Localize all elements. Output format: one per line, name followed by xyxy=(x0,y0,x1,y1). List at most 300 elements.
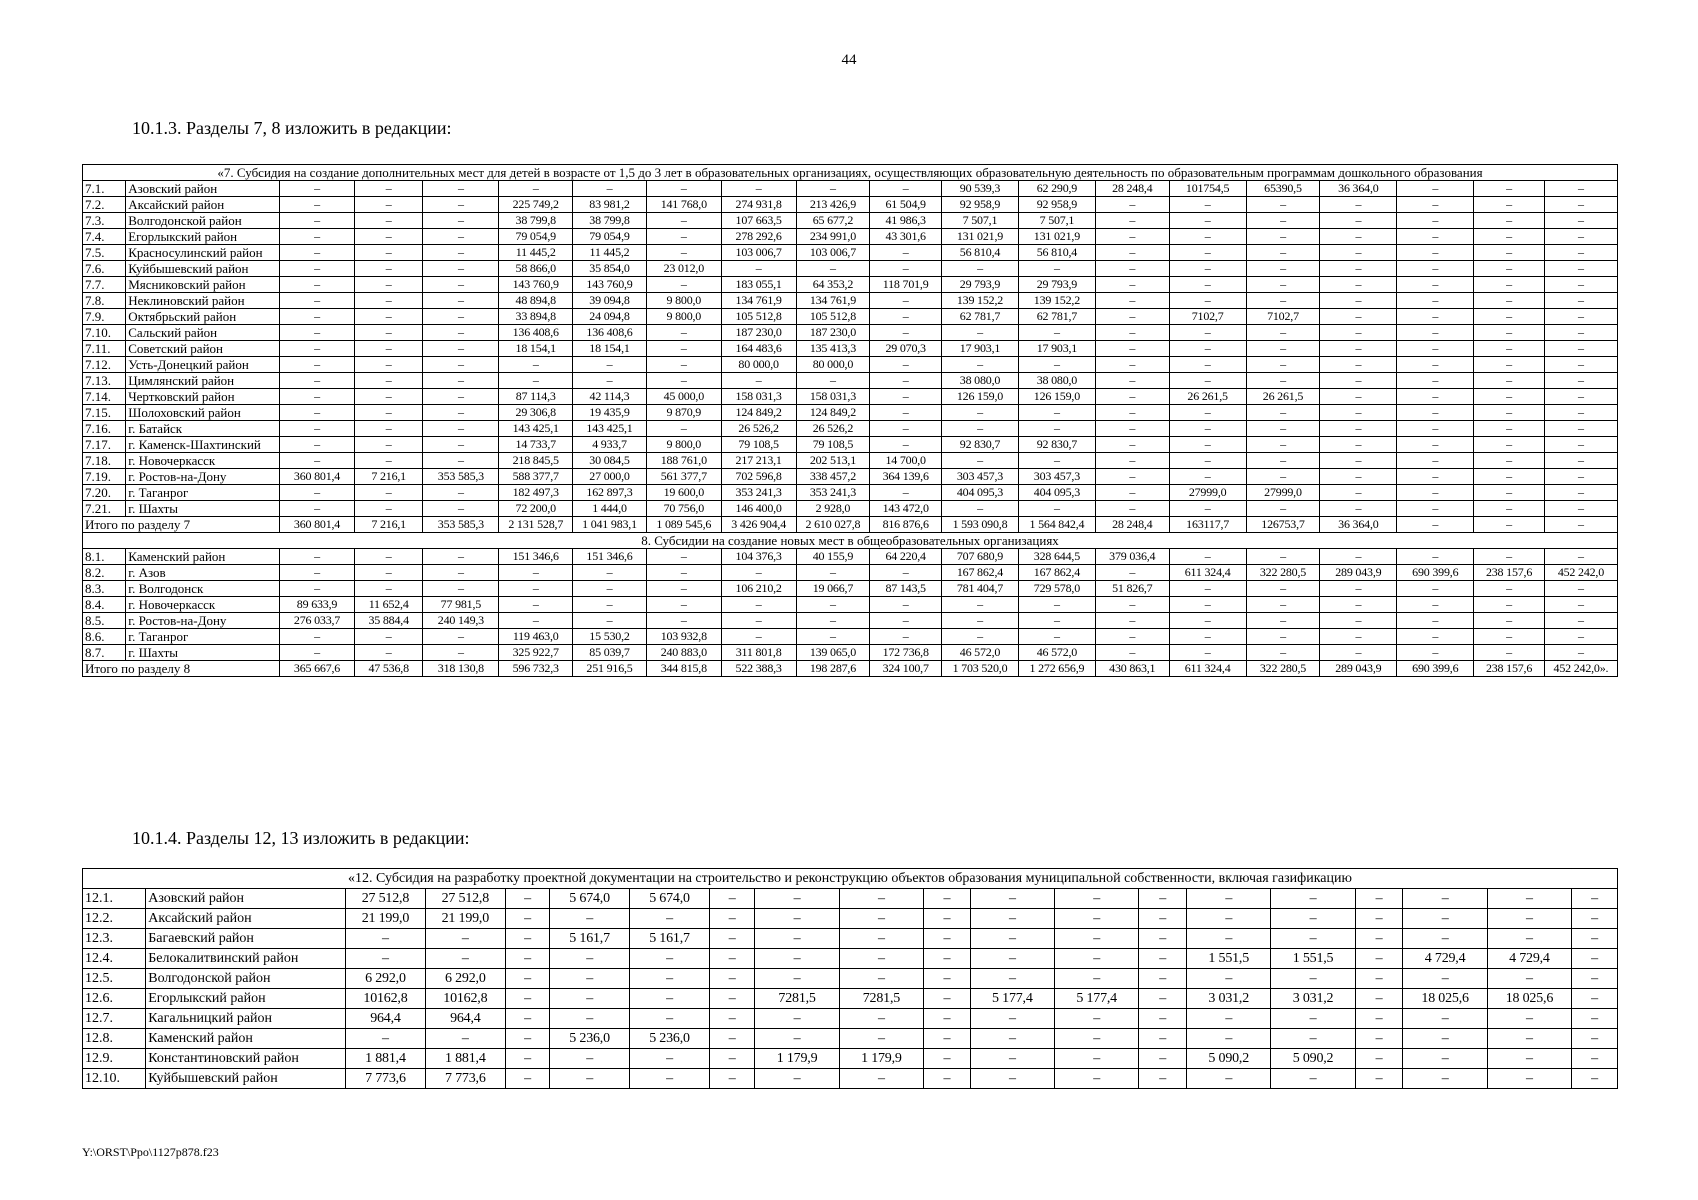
amount-cell: – xyxy=(1403,1049,1487,1069)
amount-cell: – xyxy=(1544,485,1617,501)
amount-cell: 188 761,0 xyxy=(646,453,721,469)
file-path-footer: Y:\ORST\Ppo\1127p878.f23 xyxy=(82,1145,219,1159)
total-amount: 1 593 090,8 xyxy=(942,517,1019,533)
amount-cell: 240 149,3 xyxy=(423,613,499,629)
amount-cell: 139 065,0 xyxy=(796,645,870,661)
amount-cell: – xyxy=(1246,549,1320,565)
amount-cell: 322 280,5 xyxy=(1246,565,1320,581)
amount-cell: – xyxy=(1544,309,1617,325)
amount-cell: – xyxy=(423,629,499,645)
amount-cell: 38 080,0 xyxy=(942,373,1019,389)
amount-cell: – xyxy=(1320,245,1397,261)
amount-cell: – xyxy=(646,245,721,261)
amount-cell: – xyxy=(839,1029,923,1049)
amount-cell: 79 108,5 xyxy=(721,437,796,453)
amount-cell: 58 866,0 xyxy=(499,261,573,277)
amount-cell: – xyxy=(1572,1009,1618,1029)
amount-cell: – xyxy=(942,453,1019,469)
amount-cell: 1 881,4 xyxy=(346,1049,426,1069)
amount-cell: – xyxy=(1055,1069,1139,1089)
municipality-name: Октябрьский район xyxy=(126,309,280,325)
amount-cell: 19 435,9 xyxy=(573,405,647,421)
municipality-name: г. Новочеркасск xyxy=(126,597,280,613)
amount-cell: – xyxy=(354,309,423,325)
amount-cell: 29 070,3 xyxy=(870,341,942,357)
amount-cell: – xyxy=(1572,909,1618,929)
municipality-name: г. Каменск-Шахтинский xyxy=(126,437,280,453)
amount-cell: 781 404,7 xyxy=(942,581,1019,597)
amount-cell: 30 084,5 xyxy=(573,453,647,469)
amount-cell: – xyxy=(1246,261,1320,277)
amount-cell: – xyxy=(1474,405,1545,421)
amount-cell: – xyxy=(942,613,1019,629)
amount-cell: 7281,5 xyxy=(839,989,923,1009)
amount-cell: – xyxy=(924,969,971,989)
amount-cell: 690 399,6 xyxy=(1397,565,1474,581)
total-amount: 28 248,4 xyxy=(1095,517,1169,533)
amount-cell: – xyxy=(280,197,355,213)
amount-cell: 5 236,0 xyxy=(550,1029,630,1049)
amount-cell: – xyxy=(1544,389,1617,405)
amount-cell: – xyxy=(1397,277,1474,293)
amount-cell: 139 152,2 xyxy=(942,293,1019,309)
amount-cell: – xyxy=(924,1049,971,1069)
amount-cell: – xyxy=(354,437,423,453)
amount-cell: – xyxy=(870,629,942,645)
amount-cell: – xyxy=(870,181,942,197)
amount-cell: – xyxy=(1544,373,1617,389)
amount-cell: – xyxy=(1246,597,1320,613)
amount-cell: 141 768,0 xyxy=(646,197,721,213)
amount-cell: – xyxy=(280,229,355,245)
amount-cell: 1 881,4 xyxy=(425,1049,505,1069)
municipality-name: Егорлыкский район xyxy=(146,989,346,1009)
amount-cell: 80 000,0 xyxy=(721,357,796,373)
amount-cell: – xyxy=(280,405,355,421)
amount-cell: 6 292,0 xyxy=(346,969,426,989)
total-amount: 430 863,1 xyxy=(1095,661,1169,677)
amount-cell: – xyxy=(1544,197,1617,213)
amount-cell: – xyxy=(630,969,710,989)
amount-cell: 19 600,0 xyxy=(646,485,721,501)
amount-cell: 105 512,8 xyxy=(796,309,870,325)
amount-cell: – xyxy=(1487,1009,1571,1029)
amount-cell: – xyxy=(870,613,942,629)
amount-cell: 143 425,1 xyxy=(499,421,573,437)
amount-cell: 225 749,2 xyxy=(499,197,573,213)
amount-cell: – xyxy=(646,549,721,565)
amount-cell: – xyxy=(1487,1069,1571,1089)
row-number: 8.6. xyxy=(83,629,126,645)
amount-cell: – xyxy=(1169,469,1246,485)
amount-cell: – xyxy=(573,181,647,197)
amount-cell: – xyxy=(505,1069,549,1089)
amount-cell: – xyxy=(1246,629,1320,645)
amount-cell: – xyxy=(1055,1049,1139,1069)
amount-cell: – xyxy=(423,245,499,261)
amount-cell: – xyxy=(630,989,710,1009)
amount-cell: 134 761,9 xyxy=(796,293,870,309)
amount-cell: – xyxy=(1397,357,1474,373)
amount-cell: – xyxy=(970,909,1054,929)
total-amount: 47 536,8 xyxy=(354,661,423,677)
amount-cell: – xyxy=(1544,325,1617,341)
amount-cell: – xyxy=(573,581,647,597)
row-number: 7.11. xyxy=(83,341,126,357)
amount-cell: – xyxy=(1095,613,1169,629)
total-amount: 2 131 528,7 xyxy=(499,517,573,533)
amount-cell: – xyxy=(550,909,630,929)
amount-cell: – xyxy=(1187,1029,1271,1049)
amount-cell: – xyxy=(1169,581,1246,597)
amount-cell: – xyxy=(970,1029,1054,1049)
amount-cell: – xyxy=(1169,421,1246,437)
row-number: 12.6. xyxy=(83,989,146,1009)
subsidy-table-section-12 xyxy=(82,868,1618,1089)
amount-cell: – xyxy=(1320,421,1397,437)
amount-cell: – xyxy=(1169,245,1246,261)
amount-cell: 107 663,5 xyxy=(721,213,796,229)
amount-cell: 29 793,9 xyxy=(942,277,1019,293)
total-amount: 1 703 520,0 xyxy=(942,661,1019,677)
row-number: 7.21. xyxy=(83,501,126,517)
table-row xyxy=(83,245,1618,261)
amount-cell: – xyxy=(1397,389,1474,405)
amount-cell: – xyxy=(1320,261,1397,277)
amount-cell: – xyxy=(1397,485,1474,501)
amount-cell: – xyxy=(354,197,423,213)
amount-cell: – xyxy=(1018,357,1095,373)
amount-cell: – xyxy=(1320,341,1397,357)
amount-cell: – xyxy=(423,213,499,229)
row-number: 7.18. xyxy=(83,453,126,469)
row-number: 7.7. xyxy=(83,277,126,293)
amount-cell: 41 986,3 xyxy=(870,213,942,229)
total-amount: 2 610 027,8 xyxy=(796,517,870,533)
amount-cell: 274 931,8 xyxy=(721,197,796,213)
amount-cell: – xyxy=(1320,629,1397,645)
amount-cell: – xyxy=(505,969,549,989)
amount-cell: 33 894,8 xyxy=(499,309,573,325)
row-number: 8.5. xyxy=(83,613,126,629)
amount-cell: 328 644,5 xyxy=(1018,549,1095,565)
amount-cell: – xyxy=(1169,325,1246,341)
amount-cell: – xyxy=(1572,1029,1618,1049)
amount-cell: 106 210,2 xyxy=(721,581,796,597)
amount-cell: – xyxy=(709,969,754,989)
amount-cell: – xyxy=(1246,277,1320,293)
amount-cell: 62 781,7 xyxy=(942,309,1019,325)
amount-cell: 103 006,7 xyxy=(721,245,796,261)
amount-cell: – xyxy=(1169,645,1246,661)
row-number: 12.8. xyxy=(83,1029,146,1049)
amount-cell: 289 043,9 xyxy=(1320,565,1397,581)
amount-cell: – xyxy=(354,277,423,293)
amount-cell: – xyxy=(423,581,499,597)
amount-cell: – xyxy=(354,421,423,437)
amount-cell: 79 108,5 xyxy=(796,437,870,453)
amount-cell: – xyxy=(1320,597,1397,613)
row-number: 12.10. xyxy=(83,1069,146,1089)
amount-cell: – xyxy=(1169,501,1246,517)
table-row xyxy=(83,989,1618,1009)
amount-cell: – xyxy=(280,581,355,597)
amount-cell: – xyxy=(1169,261,1246,277)
amount-cell: – xyxy=(646,229,721,245)
amount-cell: – xyxy=(1320,453,1397,469)
amount-cell: – xyxy=(280,501,355,517)
amount-cell: – xyxy=(280,325,355,341)
amount-cell: 143 425,1 xyxy=(573,421,647,437)
amount-cell: – xyxy=(1474,453,1545,469)
amount-cell: 278 292,6 xyxy=(721,229,796,245)
amount-cell: 136 408,6 xyxy=(499,325,573,341)
amount-cell: – xyxy=(1544,245,1617,261)
amount-cell: – xyxy=(423,357,499,373)
municipality-name: Сальский район xyxy=(126,325,280,341)
amount-cell: 2 928,0 xyxy=(796,501,870,517)
amount-cell: 70 756,0 xyxy=(646,501,721,517)
table-row xyxy=(83,613,1618,629)
amount-cell: – xyxy=(280,549,355,565)
amount-cell: 5 177,4 xyxy=(970,989,1054,1009)
amount-cell: – xyxy=(709,1069,754,1089)
amount-cell: 26 261,5 xyxy=(1246,389,1320,405)
amount-cell: 103 932,8 xyxy=(646,629,721,645)
amount-cell: – xyxy=(1544,293,1617,309)
amount-cell: – xyxy=(1403,1069,1487,1089)
amount-cell: – xyxy=(1474,245,1545,261)
amount-cell: 103 006,7 xyxy=(796,245,870,261)
amount-cell: – xyxy=(1403,1029,1487,1049)
amount-cell: – xyxy=(499,181,573,197)
amount-cell: – xyxy=(1271,969,1355,989)
amount-cell: – xyxy=(1095,245,1169,261)
amount-cell: – xyxy=(1095,341,1169,357)
amount-cell: – xyxy=(423,197,499,213)
amount-cell: 26 526,2 xyxy=(796,421,870,437)
amount-cell: – xyxy=(1271,1029,1355,1049)
amount-cell: – xyxy=(646,341,721,357)
amount-cell: – xyxy=(1187,1069,1271,1089)
total-amount: 596 732,3 xyxy=(499,661,573,677)
amount-cell: 23 012,0 xyxy=(646,261,721,277)
amount-cell: 5 090,2 xyxy=(1271,1049,1355,1069)
amount-cell: – xyxy=(1320,645,1397,661)
municipality-name: Азовский район xyxy=(126,181,280,197)
amount-cell: – xyxy=(924,989,971,1009)
amount-cell: 5 674,0 xyxy=(550,889,630,909)
amount-cell: – xyxy=(354,565,423,581)
amount-cell: – xyxy=(280,357,355,373)
row-number: 8.4. xyxy=(83,597,126,613)
amount-cell: 158 031,3 xyxy=(796,389,870,405)
amount-cell: 11 652,4 xyxy=(354,597,423,613)
amount-cell: – xyxy=(1187,969,1271,989)
amount-cell: – xyxy=(1474,181,1545,197)
amount-cell: – xyxy=(499,373,573,389)
amount-cell: 134 761,9 xyxy=(721,293,796,309)
amount-cell: 29 793,9 xyxy=(1018,277,1095,293)
amount-cell: 11 445,2 xyxy=(573,245,647,261)
amount-cell: – xyxy=(354,629,423,645)
page-number: 44 xyxy=(841,52,857,68)
total-amount: – xyxy=(1544,517,1617,533)
amount-cell: – xyxy=(1095,197,1169,213)
total-row xyxy=(83,517,1618,533)
amount-cell: – xyxy=(1246,437,1320,453)
amount-cell: 588 377,7 xyxy=(499,469,573,485)
amount-cell: – xyxy=(1169,293,1246,309)
amount-cell: – xyxy=(970,949,1054,969)
amount-cell: – xyxy=(1397,309,1474,325)
amount-cell: 119 463,0 xyxy=(499,629,573,645)
amount-cell: – xyxy=(1474,309,1545,325)
amount-cell: – xyxy=(1474,197,1545,213)
amount-cell: – xyxy=(354,181,423,197)
amount-cell: 4 933,7 xyxy=(573,437,647,453)
amount-cell: – xyxy=(1487,909,1571,929)
row-number: 8.1. xyxy=(83,549,126,565)
amount-cell: – xyxy=(1095,213,1169,229)
amount-cell: – xyxy=(630,1069,710,1089)
amount-cell: – xyxy=(1169,405,1246,421)
amount-cell: 4 729,4 xyxy=(1403,949,1487,969)
amount-cell: – xyxy=(280,453,355,469)
amount-cell: – xyxy=(1095,629,1169,645)
amount-cell: – xyxy=(709,909,754,929)
amount-cell: – xyxy=(646,325,721,341)
amount-cell: – xyxy=(573,357,647,373)
amount-cell: – xyxy=(942,325,1019,341)
amount-cell: 338 457,2 xyxy=(796,469,870,485)
amount-cell: 35 854,0 xyxy=(573,261,647,277)
amount-cell: 7 773,6 xyxy=(425,1069,505,1089)
amount-cell: – xyxy=(1397,437,1474,453)
amount-cell: – xyxy=(1474,501,1545,517)
amount-cell: – xyxy=(1246,421,1320,437)
amount-cell: – xyxy=(1246,293,1320,309)
amount-cell: 56 810,4 xyxy=(1018,245,1095,261)
municipality-name: Каменский район xyxy=(146,1029,346,1049)
amount-cell: – xyxy=(1139,889,1187,909)
amount-cell: – xyxy=(1169,597,1246,613)
amount-cell: 26 261,5 xyxy=(1169,389,1246,405)
total-amount: 816 876,6 xyxy=(870,517,942,533)
municipality-name: г. Шахты xyxy=(126,645,280,661)
amount-cell: – xyxy=(1095,645,1169,661)
amount-cell: – xyxy=(870,597,942,613)
amount-cell: 1 551,5 xyxy=(1187,949,1271,969)
amount-cell: – xyxy=(1320,197,1397,213)
amount-cell: – xyxy=(721,613,796,629)
row-number: 7.10. xyxy=(83,325,126,341)
total-amount: 163117,7 xyxy=(1169,517,1246,533)
amount-cell: 131 021,9 xyxy=(1018,229,1095,245)
amount-cell: – xyxy=(280,181,355,197)
amount-cell: – xyxy=(870,373,942,389)
amount-cell: – xyxy=(1474,277,1545,293)
amount-cell: – xyxy=(870,437,942,453)
amount-cell: – xyxy=(1271,1069,1355,1089)
total-amount: 36 364,0 xyxy=(1320,517,1397,533)
amount-cell: – xyxy=(1246,341,1320,357)
row-number: 7.2. xyxy=(83,197,126,213)
amount-cell: – xyxy=(870,261,942,277)
table-row xyxy=(83,229,1618,245)
amount-cell: – xyxy=(1355,909,1403,929)
amount-cell: 172 736,8 xyxy=(870,645,942,661)
amount-cell: – xyxy=(709,1009,754,1029)
amount-cell: – xyxy=(870,485,942,501)
amount-cell: – xyxy=(1403,969,1487,989)
amount-cell: – xyxy=(1474,597,1545,613)
amount-cell: – xyxy=(550,949,630,969)
table-row xyxy=(83,277,1618,293)
amount-cell: – xyxy=(423,325,499,341)
amount-cell: – xyxy=(646,373,721,389)
amount-cell: – xyxy=(280,437,355,453)
amount-cell: – xyxy=(755,949,839,969)
amount-cell: – xyxy=(755,929,839,949)
amount-cell: – xyxy=(1271,1009,1355,1029)
amount-cell: – xyxy=(423,181,499,197)
amount-cell: 404 095,3 xyxy=(1018,485,1095,501)
amount-cell: 92 958,9 xyxy=(942,197,1019,213)
total-amount: 1 272 656,9 xyxy=(1018,661,1095,677)
amount-cell: – xyxy=(839,969,923,989)
amount-cell: – xyxy=(346,1029,426,1049)
amount-cell: – xyxy=(970,969,1054,989)
amount-cell: – xyxy=(280,565,355,581)
amount-cell: – xyxy=(1095,565,1169,581)
amount-cell: – xyxy=(1320,309,1397,325)
amount-cell: – xyxy=(1544,469,1617,485)
table-row xyxy=(83,645,1618,661)
amount-cell: – xyxy=(1397,597,1474,613)
amount-cell: – xyxy=(423,645,499,661)
amount-cell: – xyxy=(1095,453,1169,469)
amount-cell: – xyxy=(709,949,754,969)
amount-cell: – xyxy=(1055,889,1139,909)
amount-cell: – xyxy=(1095,389,1169,405)
amount-cell: – xyxy=(354,581,423,597)
amount-cell: 61 504,9 xyxy=(870,197,942,213)
amount-cell: – xyxy=(1139,909,1187,929)
municipality-name: Азовский район xyxy=(146,889,346,909)
amount-cell: 7102,7 xyxy=(1169,309,1246,325)
amount-cell: – xyxy=(505,1009,549,1029)
amount-cell: – xyxy=(1487,1029,1571,1049)
amount-cell: 303 457,3 xyxy=(942,469,1019,485)
amount-cell: 79 054,9 xyxy=(499,229,573,245)
amount-cell: – xyxy=(1572,989,1618,1009)
amount-cell: 11 445,2 xyxy=(499,245,573,261)
amount-cell: – xyxy=(1544,213,1617,229)
amount-cell: – xyxy=(646,613,721,629)
municipality-name: Неклиновский район xyxy=(126,293,280,309)
amount-cell: – xyxy=(423,405,499,421)
amount-cell: – xyxy=(1544,613,1617,629)
amount-cell: 187 230,0 xyxy=(721,325,796,341)
amount-cell: – xyxy=(1487,889,1571,909)
total-amount: 251 916,5 xyxy=(573,661,647,677)
table-row xyxy=(83,1049,1618,1069)
amount-cell: 167 862,4 xyxy=(1018,565,1095,581)
amount-cell: 183 055,1 xyxy=(721,277,796,293)
amount-cell: – xyxy=(1403,929,1487,949)
amount-cell: – xyxy=(423,437,499,453)
